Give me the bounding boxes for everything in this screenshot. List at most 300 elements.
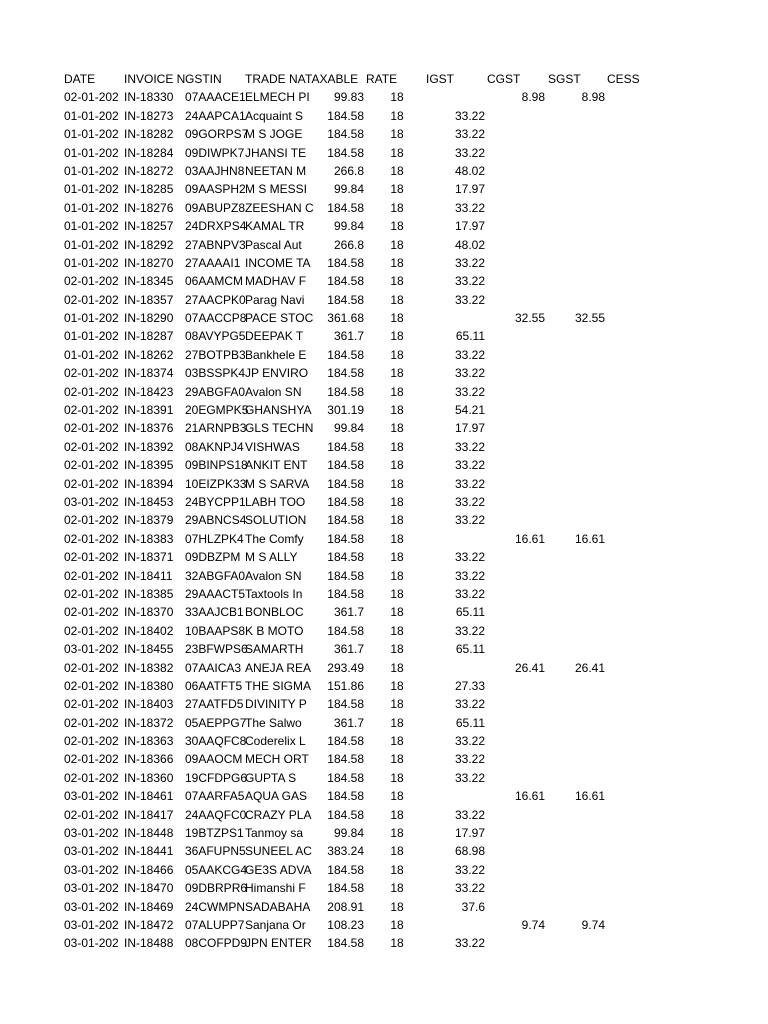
cell-igst: 65.11 <box>455 605 485 620</box>
cell-gstin: 05AEPPG7 <box>185 715 247 730</box>
cell-sgst <box>545 364 605 382</box>
cell-taxable: 99.84 <box>333 421 364 436</box>
cell-cgst <box>485 585 545 603</box>
cell-trade-name: Taxtools In <box>245 586 303 601</box>
cell-invoice: IN-18372 <box>124 715 174 730</box>
cell-date: 02-01-202 <box>64 458 119 473</box>
cell-gstin: 29AAACT5 <box>185 586 246 601</box>
cell-gstin: 09DBZPM <box>185 550 241 565</box>
cell-igst: 33.22 <box>454 127 485 142</box>
cell-invoice: IN-18488 <box>124 936 174 951</box>
cell-taxable: 184.58 <box>327 697 364 712</box>
cell-date: 02-01-202 <box>64 660 119 675</box>
cell-trade-name: MADHAV F <box>245 274 307 289</box>
cell-date: 01-01-202 <box>64 329 119 344</box>
cell-invoice: IN-18292 <box>124 237 174 252</box>
header-cgst: CGST <box>487 72 521 86</box>
cell-taxable: 184.58 <box>327 494 364 509</box>
cell-gstin: 07AARFA5 <box>185 789 245 804</box>
cell-invoice: IN-18380 <box>124 678 174 693</box>
cell-sgst <box>545 327 605 345</box>
cell-sgst <box>545 254 605 272</box>
cell-sgst <box>545 898 605 916</box>
cell-rate: 18 <box>390 108 404 123</box>
cell-igst: 33.22 <box>454 347 485 362</box>
cell-cgst <box>485 548 545 566</box>
cell-rate: 18 <box>390 163 404 178</box>
cell-trade-name: THE SIGMA <box>245 678 312 693</box>
cell-sgst <box>545 842 605 860</box>
cell-taxable: 151.86 <box>327 678 364 693</box>
cell-sgst <box>545 695 605 713</box>
cell-igst <box>424 916 485 934</box>
cell-igst: 33.22 <box>454 807 485 822</box>
cell-gstin: 07ALUPP7 <box>185 917 245 932</box>
cell-trade-name: Avalon SN <box>245 568 302 583</box>
cell-sgst <box>545 125 605 143</box>
cell-cgst <box>485 254 545 272</box>
cell-taxable: 184.58 <box>327 127 364 142</box>
cell-rate: 18 <box>390 219 404 234</box>
cell-cgst <box>485 732 545 750</box>
cell-taxable: 266.8 <box>333 237 364 252</box>
cell-date: 02-01-202 <box>64 605 119 620</box>
cell-invoice: IN-18453 <box>124 494 174 509</box>
cell-taxable: 184.58 <box>327 568 364 583</box>
header-taxable: TAXABLE <box>305 72 359 86</box>
cell-rate: 18 <box>390 697 404 712</box>
cell-trade-name: Acquaint S <box>245 108 304 123</box>
cell-date: 01-01-202 <box>64 237 119 252</box>
cell-invoice: IN-18282 <box>124 127 174 142</box>
cell-rate: 18 <box>390 678 404 693</box>
cell-cgst <box>485 217 545 235</box>
cell-date: 02-01-202 <box>64 439 119 454</box>
cell-igst: 33.22 <box>454 292 485 307</box>
cell-cgst: 26.41 <box>514 660 545 675</box>
cell-invoice: IN-18469 <box>124 899 174 914</box>
cell-date: 01-01-202 <box>64 255 119 270</box>
cell-taxable: 184.58 <box>327 458 364 473</box>
cell-gstin: 30AAQFC8 <box>185 734 247 749</box>
cell-sgst <box>545 714 605 732</box>
header-igst: IGST <box>426 72 455 86</box>
cell-gstin: 09GORPS7 <box>185 127 249 142</box>
cell-trade-name: GHANSHYA <box>245 403 312 418</box>
cell-trade-name: SAMARTH <box>245 642 304 657</box>
cell-gstin: 27BOTPB3 <box>185 347 246 362</box>
cell-sgst <box>545 567 605 585</box>
cell-rate: 18 <box>390 752 404 767</box>
cell-gstin: 27AACPK0 <box>185 292 246 307</box>
cell-trade-name: GE3S ADVA <box>245 862 312 877</box>
cell-cgst <box>485 144 545 162</box>
cell-igst: 33.22 <box>454 734 485 749</box>
cell-date: 03-01-202 <box>64 936 119 951</box>
cell-gstin: 24AAQFC0 <box>185 807 247 822</box>
cell-taxable: 184.58 <box>327 384 364 399</box>
cell-sgst <box>545 861 605 879</box>
cell-igst: 33.22 <box>454 881 485 896</box>
cell-rate: 18 <box>390 605 404 620</box>
cell-date: 01-01-202 <box>64 163 119 178</box>
cell-taxable: 184.58 <box>327 274 364 289</box>
cell-gstin: 24AAPCA1 <box>185 108 246 123</box>
cell-igst: 17.97 <box>454 182 485 197</box>
cell-cgst <box>485 511 545 529</box>
cell-invoice: IN-18272 <box>124 163 174 178</box>
cell-trade-name: ZEESHAN C <box>245 200 314 215</box>
cell-sgst: 9.74 <box>581 917 605 932</box>
cell-igst: 33.22 <box>454 494 485 509</box>
cell-invoice: IN-18374 <box>124 366 174 381</box>
cell-sgst: 32.55 <box>574 311 605 326</box>
cell-date: 03-01-202 <box>64 917 119 932</box>
cell-date: 02-01-202 <box>64 403 119 418</box>
cell-sgst: 26.41 <box>574 660 605 675</box>
cell-invoice: IN-18382 <box>124 660 174 675</box>
cell-date: 02-01-202 <box>64 770 119 785</box>
cell-gstin: 27AATFD5 <box>185 697 244 712</box>
cell-rate: 18 <box>390 347 404 362</box>
cell-igst: 33.22 <box>454 439 485 454</box>
cell-taxable: 208.91 <box>327 899 364 914</box>
cell-invoice: IN-18285 <box>124 182 174 197</box>
cell-cgst <box>485 401 545 419</box>
cell-rate: 18 <box>390 642 404 657</box>
cell-rate: 18 <box>390 476 404 491</box>
cell-gstin: 27AAAAI1 <box>185 255 241 270</box>
cell-trade-name: M S SARVA <box>245 476 310 491</box>
cell-date: 02-01-202 <box>64 274 119 289</box>
cell-invoice: IN-18363 <box>124 734 174 749</box>
cell-rate: 18 <box>390 586 404 601</box>
cell-invoice: IN-18257 <box>124 219 174 234</box>
cell-taxable: 184.58 <box>327 476 364 491</box>
cell-taxable: 361.68 <box>327 311 364 326</box>
cell-gstin: 33AAJCB1 <box>185 605 244 620</box>
cell-taxable: 99.83 <box>333 90 364 105</box>
cell-sgst <box>545 419 605 437</box>
cell-date: 03-01-202 <box>64 844 119 859</box>
cell-sgst <box>545 236 605 254</box>
cell-taxable: 361.7 <box>333 329 364 344</box>
cell-trade-name: Coderelix L <box>245 734 306 749</box>
cell-rate: 18 <box>390 844 404 859</box>
cell-gstin: 10BAAPS8 <box>185 623 246 638</box>
cell-taxable: 184.58 <box>327 770 364 785</box>
cell-gstin: 09DBRPR6 <box>185 881 248 896</box>
cell-trade-name: SADABAHA <box>245 899 311 914</box>
cell-sgst <box>545 824 605 842</box>
cell-cgst <box>485 622 545 640</box>
cell-taxable: 184.58 <box>327 550 364 565</box>
cell-rate: 18 <box>390 734 404 749</box>
cell-igst: 33.22 <box>454 255 485 270</box>
cell-date: 02-01-202 <box>64 292 119 307</box>
cell-invoice: IN-18345 <box>124 274 174 289</box>
cell-gstin: 09AASPH2 <box>185 182 246 197</box>
cell-invoice: IN-18330 <box>124 90 174 105</box>
cell-invoice: IN-18403 <box>124 697 174 712</box>
cell-taxable: 99.84 <box>333 826 364 841</box>
cell-date: 02-01-202 <box>64 513 119 528</box>
cell-rate: 18 <box>390 936 404 951</box>
cell-taxable: 184.58 <box>327 255 364 270</box>
cell-date: 01-01-202 <box>64 127 119 142</box>
cell-date: 02-01-202 <box>64 476 119 491</box>
cell-date: 02-01-202 <box>64 550 119 565</box>
cell-date: 02-01-202 <box>64 715 119 730</box>
cell-rate: 18 <box>390 513 404 528</box>
cell-date: 01-01-202 <box>64 145 119 160</box>
cell-igst: 48.02 <box>454 237 485 252</box>
cell-trade-name: MECH ORT <box>245 752 309 767</box>
cell-trade-name: Bankhele E <box>245 347 307 362</box>
cell-cgst: 16.61 <box>514 789 545 804</box>
cell-cgst <box>485 162 545 180</box>
cell-gstin: 07AACCP8 <box>185 311 247 326</box>
cell-trade-name: AQUA GAS <box>245 789 308 804</box>
cell-taxable: 184.58 <box>327 347 364 362</box>
cell-igst: 33.22 <box>454 623 485 638</box>
cell-cgst <box>485 677 545 695</box>
cell-cgst <box>485 475 545 493</box>
cell-sgst: 16.61 <box>574 789 605 804</box>
cell-igst: 17.97 <box>454 219 485 234</box>
cell-trade-name: GUPTA S <box>245 770 297 785</box>
cell-cgst <box>485 419 545 437</box>
cell-igst: 54.21 <box>454 403 485 418</box>
cell-trade-name: K B MOTO <box>245 623 304 638</box>
cell-sgst <box>545 511 605 529</box>
cell-taxable: 184.58 <box>327 145 364 160</box>
cell-rate: 18 <box>390 881 404 896</box>
cell-date: 02-01-202 <box>64 531 119 546</box>
cell-cgst <box>485 438 545 456</box>
cell-trade-name: PACE STOC <box>245 311 314 326</box>
cell-cgst <box>485 879 545 897</box>
cell-invoice: IN-18262 <box>124 347 174 362</box>
cell-trade-name: Sanjana Or <box>245 917 306 932</box>
cell-trade-name: JP ENVIRO <box>245 366 309 381</box>
cell-invoice: IN-18270 <box>124 255 174 270</box>
cell-gstin: 06AATFT5 <box>185 678 243 693</box>
cell-rate: 18 <box>390 384 404 399</box>
cell-igst: 33.22 <box>454 384 485 399</box>
cell-invoice: IN-18423 <box>124 384 174 399</box>
cell-trade-name: NEETAN M <box>245 163 307 178</box>
cell-invoice: IN-18371 <box>124 550 174 565</box>
cell-invoice: IN-18290 <box>124 311 174 326</box>
cell-invoice: IN-18448 <box>124 826 174 841</box>
cell-date: 02-01-202 <box>64 586 119 601</box>
cell-invoice: IN-18402 <box>124 623 174 638</box>
cell-trade-name: DEEPAK T <box>245 329 304 344</box>
cell-taxable: 361.7 <box>333 605 364 620</box>
cell-rate: 18 <box>390 274 404 289</box>
cell-taxable: 99.84 <box>333 219 364 234</box>
cell-taxable: 184.58 <box>327 862 364 877</box>
cell-sgst <box>545 456 605 474</box>
header-trade-name: TRADE NA <box>245 72 306 86</box>
cell-igst: 65.11 <box>455 642 485 657</box>
cell-date: 03-01-202 <box>64 826 119 841</box>
cell-date: 01-01-202 <box>64 200 119 215</box>
cell-igst: 33.22 <box>454 274 485 289</box>
cell-date: 02-01-202 <box>64 623 119 638</box>
cell-taxable: 184.58 <box>327 108 364 123</box>
cell-cgst <box>485 456 545 474</box>
cell-cgst <box>485 567 545 585</box>
cell-gstin: 27ABNPV3 <box>185 237 246 252</box>
cell-rate: 18 <box>390 494 404 509</box>
cell-invoice: IN-18391 <box>124 403 174 418</box>
cell-gstin: 09DIWPK7 <box>185 145 245 160</box>
cell-igst: 17.97 <box>454 421 485 436</box>
cell-igst: 33.22 <box>454 513 485 528</box>
cell-rate: 18 <box>390 200 404 215</box>
cell-invoice: IN-18466 <box>124 862 174 877</box>
cell-rate: 18 <box>390 366 404 381</box>
cell-igst <box>424 88 485 106</box>
cell-igst: 33.22 <box>454 936 485 951</box>
cell-taxable: 184.58 <box>327 734 364 749</box>
cell-invoice: IN-18470 <box>124 881 174 896</box>
cell-rate: 18 <box>390 127 404 142</box>
cell-cgst <box>485 291 545 309</box>
cell-date: 02-01-202 <box>64 568 119 583</box>
cell-taxable: 184.58 <box>327 807 364 822</box>
cell-sgst <box>545 493 605 511</box>
cell-gstin: 32ABGFA0 <box>185 568 246 583</box>
cell-sgst <box>545 291 605 309</box>
cell-gstin: 24CWMPN <box>185 899 246 914</box>
cell-cgst <box>485 695 545 713</box>
cell-trade-name: M S MESSI <box>245 182 308 197</box>
cell-igst: 33.22 <box>454 145 485 160</box>
cell-trade-name: JPN ENTER <box>245 936 312 951</box>
cell-invoice: IN-18376 <box>124 421 174 436</box>
cell-cgst <box>485 769 545 787</box>
cell-igst: 33.22 <box>454 108 485 123</box>
cell-rate: 18 <box>390 182 404 197</box>
cell-trade-name: The Salwo <box>245 715 302 730</box>
cell-date: 02-01-202 <box>64 366 119 381</box>
cell-igst <box>424 659 485 677</box>
cell-cgst <box>485 750 545 768</box>
cell-invoice: IN-18395 <box>124 458 174 473</box>
cell-trade-name: VISHWAS <box>245 439 300 454</box>
cell-cgst <box>485 842 545 860</box>
cell-taxable: 184.58 <box>327 586 364 601</box>
cell-taxable: 301.19 <box>327 403 364 418</box>
cell-invoice: IN-18357 <box>124 292 174 307</box>
cell-cgst <box>485 272 545 290</box>
cell-sgst <box>545 438 605 456</box>
cell-gstin: 08AVYPG5 <box>185 329 246 344</box>
cell-invoice: IN-18276 <box>124 200 174 215</box>
cell-trade-name: ANKIT ENT <box>245 458 308 473</box>
cell-rate: 18 <box>390 899 404 914</box>
cell-rate: 18 <box>390 568 404 583</box>
cell-taxable: 184.58 <box>327 513 364 528</box>
cell-invoice: IN-18273 <box>124 108 174 123</box>
cell-gstin: 07AAICA3 <box>185 660 242 675</box>
cell-sgst <box>545 180 605 198</box>
cell-cgst <box>485 934 545 952</box>
cell-cgst <box>485 383 545 401</box>
cell-taxable: 108.23 <box>327 917 364 932</box>
cell-taxable: 184.58 <box>327 623 364 638</box>
cell-gstin: 07AAACE1 <box>185 90 246 105</box>
cell-date: 02-01-202 <box>64 384 119 399</box>
cell-invoice: IN-18461 <box>124 789 174 804</box>
cell-rate: 18 <box>390 550 404 565</box>
cell-sgst <box>545 548 605 566</box>
cell-cgst: 8.98 <box>521 90 545 105</box>
cell-invoice: IN-18455 <box>124 642 174 657</box>
cell-trade-name: ANEJA REA <box>245 660 312 675</box>
cell-sgst <box>545 640 605 658</box>
cell-invoice: IN-18411 <box>124 568 173 583</box>
cell-taxable: 383.24 <box>327 844 364 859</box>
cell-sgst <box>545 346 605 364</box>
cell-date: 01-01-202 <box>64 182 119 197</box>
cell-date: 02-01-202 <box>64 678 119 693</box>
cell-gstin: 21ARNPB3 <box>185 421 247 436</box>
cell-cgst <box>485 861 545 879</box>
cell-rate: 18 <box>390 145 404 160</box>
cell-sgst <box>545 383 605 401</box>
cell-igst: 33.22 <box>454 458 485 473</box>
cell-trade-name: M S ALLY <box>245 550 298 565</box>
cell-rate: 18 <box>390 807 404 822</box>
cell-taxable: 184.58 <box>327 789 364 804</box>
cell-date: 03-01-202 <box>64 494 119 509</box>
cell-igst: 65.11 <box>455 329 485 344</box>
cell-sgst <box>545 806 605 824</box>
cell-gstin: 08AKNPJ4 <box>185 439 244 454</box>
cell-cgst <box>485 180 545 198</box>
cell-igst: 27.33 <box>454 678 485 693</box>
cell-trade-name: DIVINITY P <box>245 697 307 712</box>
cell-cgst: 32.55 <box>514 311 545 326</box>
cell-cgst <box>485 806 545 824</box>
cell-igst: 33.22 <box>454 586 485 601</box>
cell-invoice: IN-18383 <box>124 531 174 546</box>
cell-igst: 17.97 <box>454 826 485 841</box>
cell-rate: 18 <box>390 329 404 344</box>
cell-cgst: 16.61 <box>514 531 545 546</box>
cell-cgst <box>485 199 545 217</box>
cell-rate: 18 <box>390 715 404 730</box>
cell-taxable: 293.49 <box>327 660 364 675</box>
cell-taxable: 184.58 <box>327 531 364 546</box>
cell-invoice: IN-18441 <box>124 844 174 859</box>
cell-sgst <box>545 272 605 290</box>
cell-date: 01-01-202 <box>64 311 119 326</box>
cell-rate: 18 <box>390 237 404 252</box>
cell-cgst <box>485 236 545 254</box>
cell-sgst <box>545 585 605 603</box>
cell-invoice: IN-18366 <box>124 752 174 767</box>
cell-taxable: 184.58 <box>327 200 364 215</box>
cell-sgst <box>545 401 605 419</box>
cell-trade-name: Tanmoy sa <box>245 826 304 841</box>
cell-rate: 18 <box>390 623 404 638</box>
cell-trade-name: ELMECH PI <box>245 90 310 105</box>
